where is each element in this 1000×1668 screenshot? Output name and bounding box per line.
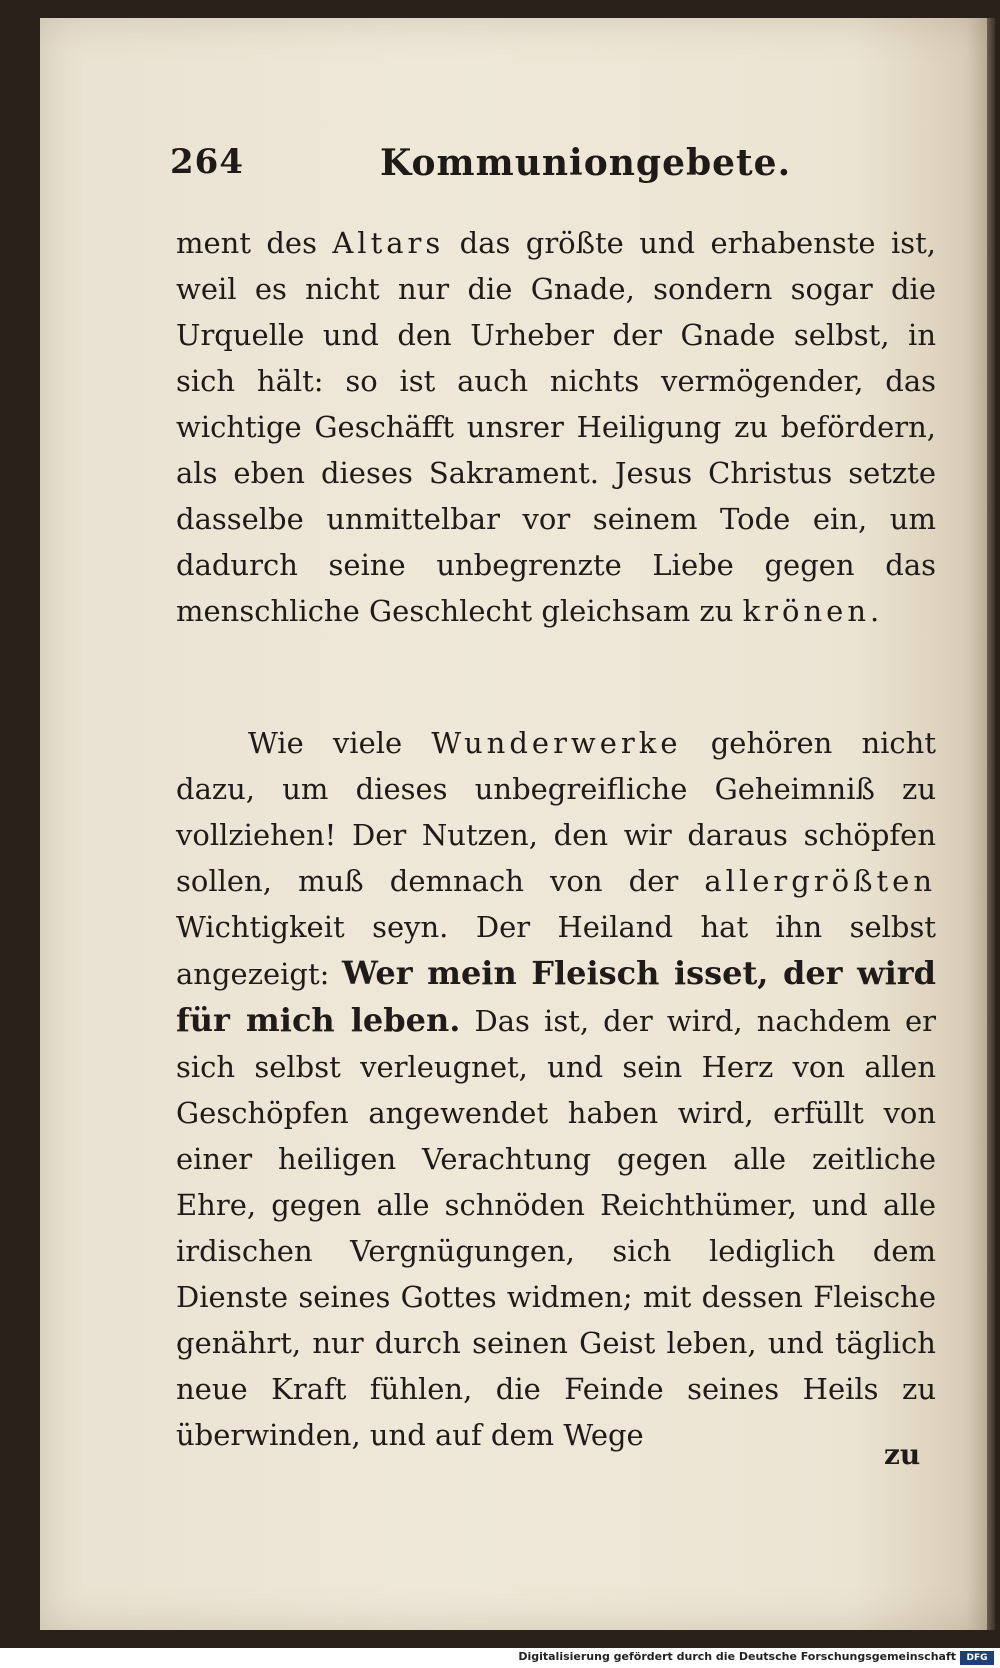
text-run-spaced: allergrößten <box>704 864 936 898</box>
page-header <box>170 142 940 192</box>
text-run: Das ist, der wird, nachdem er sich selbst verleugnet, und sein Herz von allen Geschöpfen angewendet haben wird, erfüllt von einer heiligen Verachtung gegen alle zeitliche Ehre, gegen alle schnöden Reichthümer, und alle irdischen Vergnügungen, sich lediglich dem Dienste seines Gottes widmen; mit dessen Fleische genährt, nur durch seinen Geist leben, und täglich neue Kraft fühlen, die Feinde seines Heils zu überwinden, und auf dem Wege <box>176 1004 936 1452</box>
text-run: Wie viele <box>248 726 432 760</box>
paragraph-2 <box>176 720 936 1458</box>
page-edge <box>987 18 995 1630</box>
page-number: 264 <box>170 142 244 182</box>
dfg-logo-icon: DFG <box>960 1651 994 1665</box>
funding-credit: Digitalisierung gefördert durch die Deutsche Forschungsgemeinschaft <box>518 1650 956 1663</box>
text-run: . <box>870 594 880 628</box>
catchword: zu <box>884 1438 921 1471</box>
text-run: Wichtigkeit seyn. Der Heiland hat ihn selbst angezeigt: <box>176 910 936 991</box>
text-run: gehören nicht dazu, um dieses unbegreifliche Geheimniß zu vollziehen! Der Nutzen, den wir daraus schöpfen sollen, muß demnach von der <box>176 726 936 898</box>
text-run-spaced: krönen <box>742 594 871 628</box>
text-run-spaced: Altars <box>332 226 445 260</box>
text-run-spaced: Wunderwerke <box>431 726 682 760</box>
paragraph-1 <box>176 220 936 634</box>
text-run: das größte und erhabenste ist, weil es nicht nur die Gnade, sondern sogar die Urquelle und den Urheber der Gnade selbst, in sich hält: so ist auch nichts vermögender, das wichtige Geschäfft unsrer Heiligung zu befördern, als eben dieses Sakrament. Jesus Christus setzte dasselbe unmittelbar vor seinem Tode ein, um dadurch seine unbegrenzte Liebe gegen das menschliche Geschlecht gleichsam zu <box>176 226 936 628</box>
running-title: Kommuniongebete. <box>380 142 792 184</box>
text-run: ment des <box>176 226 333 260</box>
quotation-emphasis: Wer mein Fleisch isset, der wird für mich leben. <box>176 954 937 1039</box>
